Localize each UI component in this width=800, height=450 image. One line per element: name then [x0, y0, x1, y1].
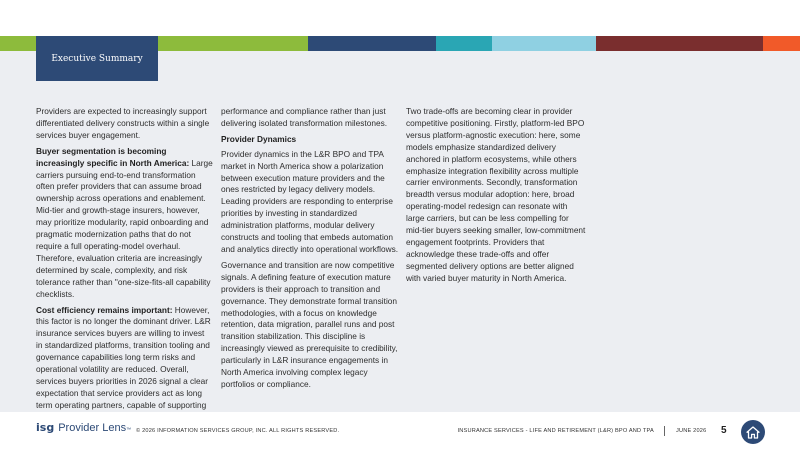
color-bar-teal: [436, 36, 492, 51]
text-column-1: [36, 106, 213, 416]
paragraph: Provider dynamics in the L&R BPO and TPA market in North America show a polarization between execution mature providers and the ones restricted by legacy delivery models. Leading providers are responding to enterprise priorities by investing in standardized administration platforms, modular delivery constructs and tooling that embeds automation and analytics directly into operational workflows.: [221, 148, 399, 254]
publication-date: JUNE 2026: [676, 428, 707, 434]
color-bar-light-blue: [492, 36, 596, 51]
paragraph: [36, 305, 213, 412]
copyright-text: © 2026 INFORMATION SERVICES GROUP, INC. ALL RIGHTS RESERVED.: [136, 428, 340, 434]
page-number: 5: [721, 425, 727, 436]
color-bar-maroon: [596, 36, 763, 51]
paragraph: performance and compliance rather than just delivering isolated transformation milestones.: [221, 106, 388, 128]
text-column-3: [406, 106, 586, 289]
color-bar-green-2: [158, 36, 308, 51]
text-column-2: [221, 106, 401, 395]
color-bar-orange: [763, 36, 800, 51]
section-tab: [36, 36, 158, 81]
color-bar-navy: [308, 36, 436, 51]
logo-isg-text: isg: [36, 421, 55, 434]
paragraph: Providers are expected to increasingly support differentiated delivery constructs within a single services buyer engagement.: [36, 106, 210, 140]
document-title: INSURANCE SERVICES - LIFE AND RETIREMENT (L&R) BPO AND TPA: [457, 428, 654, 434]
footer-divider: [664, 426, 665, 436]
home-button[interactable]: [741, 420, 765, 444]
logo-trademark: ™: [126, 427, 132, 433]
paragraph: Two trade-offs are becoming clear in provider competitive positioning. Firstly, platform-led BPO versus platform-agnostic execution: here, some models emphasize standardized delivery anchored in platform ecosystems, while others emphasize integration flexibility across multiple carrier environments. Secondly, transformation breadth versus modular adoption: here, broad operating-model redesign can resonate with large carriers, but can be less compelling for mid-tier buyers seeking smaller, low-commitment engagement footprints. Providers that acknowledge these trade-offs and offer segmented delivery options are better aligned with varied buyer maturity in North America.: [406, 106, 586, 283]
section-tab-label: Executive Summary: [51, 53, 143, 64]
paragraph: [36, 146, 213, 301]
paragraph-body: Large carriers pursuing end-to-end transformation often prefer providers that can assume broad ownership across operations and enablement. Mid-tier and growth-stage insurers, however, may prioritize modularity, rapid onboarding and pragmatic modernization paths that do not require a full operating-model overhaul. Therefore, evaluation criteria are increasingly determined by scale, complexity, and risk tolerance rather than "one-size-fits-all capability checklists.: [36, 157, 213, 299]
paragraph-lead: Buyer segmentation is becoming increasingly specific in North America:: [36, 145, 190, 168]
isg-provider-lens-logo: [36, 421, 131, 434]
paragraph: Governance and transition are now competitive signals. A defining feature of execution mature providers is their approach to transition and governance. They demonstrate formal transition methodologies, with a focus on knowledge retention, data migration, parallel runs and post transition stabilization. This discipline is increasingly viewed as prerequisite to credibility, particularly in L&R insurance engagements in North America involving complex legacy portfolios or compliance.: [221, 259, 398, 389]
paragraph-body: However, this factor is no longer the dominant driver. L&R insurance services buyers are willing to invest in standardized platforms, transition tooling and governance capabilities long term risks and operational volatility are reduced. Overall, services buyers priorities in 2026 signal a clear expectation that service providers act as long term operating partners, capable of supporting: [36, 304, 211, 410]
subheading: Provider Dynamics: [221, 133, 297, 144]
logo-name-text: Provider Lens: [58, 422, 127, 434]
home-icon: [746, 426, 760, 439]
paragraph-lead: Cost efficiency remains important:: [36, 304, 173, 315]
